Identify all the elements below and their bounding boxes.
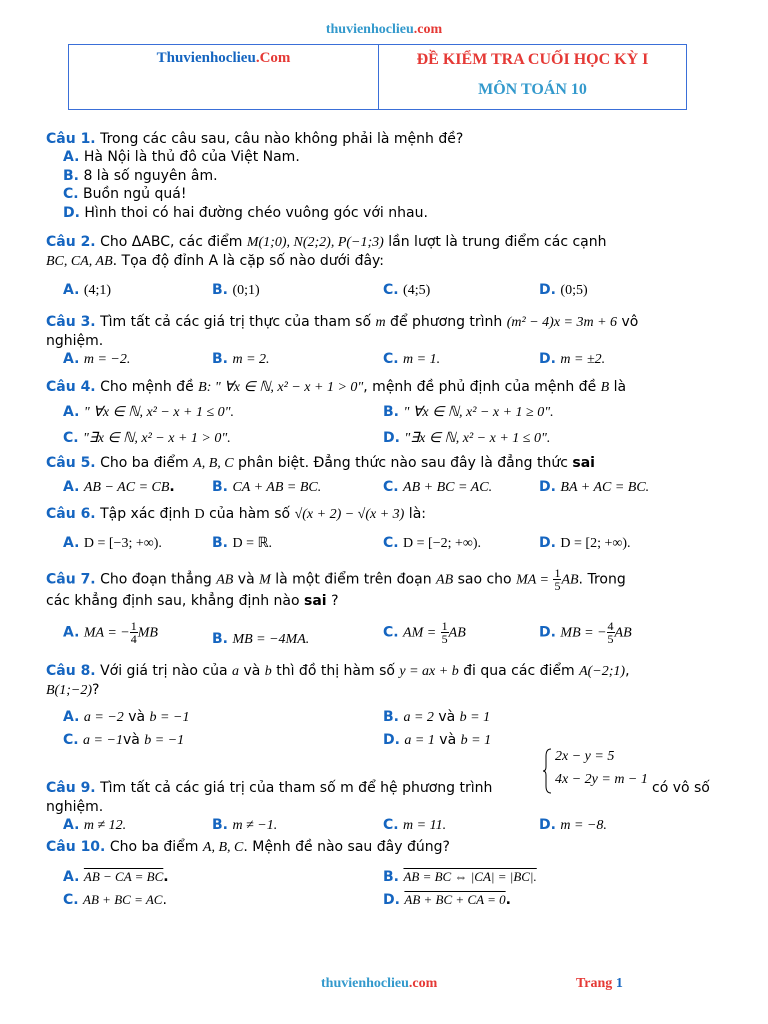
option-label: C. [383, 624, 399, 641]
q7-option-a[interactable] [63, 620, 158, 645]
option-text: và [433, 709, 460, 725]
q1-option-a[interactable] [63, 148, 300, 167]
option-text: MB [137, 625, 158, 641]
brand-domain: .Com [255, 50, 291, 66]
question-8 [46, 662, 722, 700]
option-text: m ≠ −1. [232, 818, 278, 833]
q10-option-c[interactable]: C. AB + BC = AC. [63, 892, 167, 908]
question-number: Câu 8. [46, 663, 96, 679]
option-label: D. [539, 351, 556, 367]
fraction-numerator: 1 [441, 619, 448, 633]
option-text: m ≠ 12. [83, 818, 127, 833]
fraction-numerator: 1 [554, 566, 561, 580]
question-text: là [609, 379, 627, 395]
question-text: , mệnh đề phủ định của mệnh đề [363, 379, 601, 395]
q6-option-d[interactable] [539, 534, 631, 553]
q9-option-d[interactable] [539, 816, 607, 835]
q4-option-b[interactable] [383, 403, 554, 422]
option-text: (0;5) [560, 283, 588, 298]
q8-option-a[interactable] [63, 708, 189, 727]
option-text: b = −1 [144, 733, 185, 748]
q6-option-a[interactable] [63, 534, 162, 553]
math-condition: AB [561, 572, 579, 588]
question-text: nghiệm. [46, 333, 104, 349]
q1-option-c[interactable] [63, 185, 186, 204]
math-var: b [264, 664, 272, 679]
option-label: D. [383, 732, 400, 748]
math-points: A, B, C [202, 840, 244, 855]
q5-option-a[interactable] [63, 478, 175, 497]
option-text: AB [614, 625, 632, 641]
option-label: A. [63, 479, 80, 495]
option-text: m = 1. [403, 352, 441, 367]
header-title-cell [379, 45, 686, 109]
question-text: ? [92, 682, 100, 698]
site-name: thuvienhoclieu [325, 22, 414, 37]
option-label: C. [63, 732, 79, 748]
option-label: C. [63, 892, 79, 908]
option-text: m = 2. [232, 352, 270, 367]
option-label: B. [212, 479, 228, 495]
emphasis-false: sai [304, 593, 327, 609]
option-label: A. [63, 404, 80, 420]
math-proposition: B: " ∀x ∈ ℕ, x² − x + 1 > 0" [198, 380, 364, 395]
page-label: Trang [576, 976, 616, 991]
brand-name: Thuvienhoclieu [156, 50, 256, 66]
question-text: Tìm tất cả các giá trị thực của tham số [95, 314, 376, 330]
option-label: D. [539, 624, 556, 641]
math-condition: MA = [516, 572, 549, 588]
option-text: và [123, 709, 150, 725]
option-label: D. [539, 479, 556, 495]
question-6 [46, 505, 722, 524]
q3-option-d[interactable] [539, 350, 605, 369]
option-text: a = −1 [83, 733, 123, 748]
option-text: D = ℝ. [232, 536, 273, 551]
option-label: C. [383, 535, 399, 551]
question-number: Câu 2. [46, 234, 96, 250]
option-text: AM = [403, 625, 437, 641]
option-text: " ∀x ∈ ℕ, x² − x + 1 ≤ 0". [83, 405, 235, 420]
equation-line-1: 2x − y = 5 [555, 749, 615, 764]
q5-option-c[interactable] [383, 478, 492, 497]
q7-option-c[interactable] [383, 620, 466, 645]
math-var: a [232, 664, 240, 679]
question-text: Cho ba điểm [105, 839, 203, 855]
q5-option-b[interactable] [212, 478, 321, 497]
q8-option-c[interactable] [63, 731, 184, 750]
q2-option-c[interactable] [383, 281, 430, 300]
question-text: , [625, 663, 630, 679]
q3-option-c[interactable] [383, 350, 440, 369]
question-text: Cho ΔABC, các điểm [95, 234, 247, 250]
site-header-link[interactable] [0, 22, 768, 38]
math-function: √(x + 2) − √(x + 3) [294, 507, 405, 522]
fraction [130, 620, 138, 645]
q9-option-b[interactable] [212, 816, 277, 835]
question-5 [46, 454, 722, 473]
math-points: M(1;0), N(2;2), P(−1;3) [246, 235, 384, 250]
question-text: các khẳng định sau, khẳng định nào [46, 593, 305, 609]
fraction [607, 620, 615, 645]
q7-option-b[interactable] [212, 630, 309, 649]
exam-title: ĐỀ KIỂM TRA CUỐI HỌC KỲ I [416, 51, 649, 68]
math-function: y = ax + b [399, 664, 459, 679]
option-text: AB + BC = AC. [403, 480, 493, 495]
q3-option-a[interactable] [63, 350, 130, 369]
question-text: của hàm số [204, 506, 295, 522]
question-number: Câu 9. [46, 780, 96, 796]
question-number: Câu 6. [46, 506, 96, 522]
q7-option-d[interactable] [539, 620, 632, 645]
option-text: b = 1 [460, 733, 492, 748]
question-text: sao cho [453, 571, 517, 588]
question-text: và [239, 663, 265, 679]
option-label: A. [63, 624, 80, 641]
fraction-denominator: 4 [130, 632, 137, 646]
option-label: D. [539, 535, 556, 551]
question-text: để phương trình [385, 314, 507, 330]
option-label: C. [63, 430, 79, 446]
question-number: Câu 3. [46, 314, 96, 330]
q9-option-a[interactable] [63, 816, 126, 835]
q6-option-c[interactable] [383, 534, 481, 553]
question-text: thì đồ thị hàm số [271, 663, 400, 679]
option-label: D. [539, 817, 556, 833]
option-label: A. [63, 817, 80, 833]
question-text: là một điểm trên đoạn [270, 571, 437, 588]
option-text: và [122, 732, 145, 748]
question-number: Câu 4. [46, 379, 96, 395]
q10-option-a[interactable]: A. AB − CA = BC. [63, 869, 169, 885]
option-text: Hà Nội là thủ đô của Việt Nam. [83, 149, 300, 165]
option-text: CA + AB = BC. [232, 480, 322, 495]
option-text: (4;5) [403, 283, 431, 298]
q4-option-d[interactable] [383, 429, 550, 448]
option-label: A. [63, 535, 80, 551]
option-text: "∃x ∈ ℕ, x² − x + 1 ≤ 0". [404, 431, 551, 446]
question-text: Tập xác định [95, 506, 195, 522]
header-brand [69, 45, 379, 109]
q2-option-b[interactable] [212, 281, 260, 300]
option-text: AB [448, 625, 466, 641]
question-text: có vô số [652, 780, 710, 796]
option-text: AB − CA = BC [83, 869, 164, 884]
option-label: B. [212, 535, 228, 551]
emphasis-false: sai [572, 455, 595, 471]
question-text: đi qua các điểm [458, 663, 580, 679]
q8-option-d[interactable] [383, 731, 491, 750]
option-text: (0;1) [232, 283, 260, 298]
q3-option-b[interactable] [212, 350, 270, 369]
option-label: D. [383, 430, 400, 446]
option-text: MB = − [560, 625, 607, 641]
math-point: M [259, 572, 271, 588]
site-name: thuvienhoclieu [321, 976, 409, 991]
question-text: Với giá trị nào của [95, 663, 233, 679]
math-point: A(−2;1) [579, 664, 626, 679]
question-text: Cho mệnh đề [95, 379, 199, 395]
question-text: vô [617, 314, 639, 330]
fraction-denominator: 5 [441, 632, 448, 646]
option-text: "∃x ∈ ℕ, x² − x + 1 > 0". [83, 431, 231, 446]
q6-option-b[interactable] [212, 534, 272, 553]
question-number: Câu 7. [46, 571, 96, 588]
question-number: Câu 5. [46, 455, 96, 471]
option-label: B. [212, 817, 228, 833]
option-text: a = 2 [403, 710, 434, 725]
math-points: A, B, C [193, 456, 234, 471]
q1-option-d[interactable] [63, 204, 428, 223]
option-label: B. [212, 282, 228, 298]
question-text: . Trong [578, 571, 626, 588]
question-2 [46, 233, 722, 271]
left-brace-icon [543, 748, 553, 794]
option-label: B. [212, 351, 228, 367]
fraction-numerator: 1 [130, 619, 137, 633]
option-label: C. [63, 186, 79, 202]
option-text: b = −1 [149, 710, 190, 725]
option-text: 8 là số nguyên âm. [83, 168, 218, 184]
option-text: BA + AC = BC. [560, 480, 650, 495]
option-text: (4;1) [83, 283, 112, 298]
math-point: B(1;−2) [46, 683, 92, 698]
option-text: MA = − [83, 625, 130, 641]
fraction [441, 620, 449, 645]
question-text: là: [404, 506, 426, 522]
fraction-numerator: 4 [607, 619, 614, 633]
math-segment: AB [216, 572, 234, 588]
option-label: B. [383, 869, 399, 885]
option-text: m = ±2. [560, 352, 606, 367]
option-text: AB = BC ⇔ |CA| = |BC|. [403, 869, 537, 884]
math-param: m [375, 315, 386, 330]
option-text: AB + BC + CA = 0 [404, 892, 506, 907]
option-text: Buồn ngủ quá! [83, 186, 187, 202]
fraction-denominator: 5 [607, 632, 614, 646]
option-label: C. [383, 351, 399, 367]
question-3 [46, 313, 722, 351]
question-7 [46, 567, 722, 611]
question-text: ? [326, 593, 339, 609]
exam-subject: MÔN TOÁN 10 [478, 81, 587, 98]
option-label: B. [383, 709, 399, 725]
question-text: . Mệnh đề nào sau đây đúng? [243, 839, 450, 855]
site-domain: .com [408, 976, 438, 991]
question-text: Trong các câu sau, câu nào không phải là mệnh đề? [95, 131, 464, 147]
question-text: Cho ba điểm [95, 455, 194, 471]
option-label: B. [63, 168, 79, 184]
q2-option-a[interactable] [63, 281, 111, 300]
question-4 [46, 378, 722, 397]
q10-option-d[interactable]: D. AB + BC + CA = 0. [383, 892, 511, 908]
q1-option-b[interactable] [63, 167, 218, 186]
q4-option-c[interactable] [63, 429, 231, 448]
question-number: Câu 1. [46, 131, 96, 147]
question-1 [46, 130, 722, 149]
question-number: Câu 10. [46, 839, 106, 855]
option-label: D. [383, 892, 400, 908]
option-label: B. [383, 404, 399, 420]
q5-option-d[interactable] [539, 478, 649, 497]
option-label: A. [63, 282, 80, 298]
option-label: A. [63, 351, 80, 367]
math-domain: D [194, 507, 205, 522]
q2-option-d[interactable] [539, 281, 588, 300]
option-label: A. [63, 869, 80, 885]
question-text: lần lượt là trung điểm các cạnh [383, 234, 607, 250]
option-text: Hình thoi có hai đường chéo vuông góc với nhau. [84, 205, 428, 221]
question-text: Tìm tất cả các giá trị của tham số m để hệ phương trình [95, 780, 493, 796]
page-num: 1 [615, 976, 623, 991]
option-label: C. [383, 817, 399, 833]
footer-site-link[interactable] [321, 976, 437, 992]
option-label: D. [539, 282, 556, 298]
option-text: m = 11. [403, 818, 447, 833]
option-text: D = [−2; +∞). [403, 536, 482, 551]
exam-header-table [68, 44, 687, 110]
option-text: m = −8. [560, 818, 607, 833]
option-text: AB − AC = CB [83, 480, 170, 495]
math-segment: AB [436, 572, 454, 588]
option-period: . [169, 479, 175, 495]
math-equation: (m² − 4)x = 3m + 6 [506, 315, 618, 330]
math-proposition-name: B [600, 380, 610, 395]
question-text: phân biệt. Đẳng thức nào sau đây là đẳng thức [233, 455, 573, 471]
option-text: a = 1 [404, 733, 435, 748]
q10-option-b[interactable] [383, 867, 537, 887]
option-text: b = 1 [459, 710, 491, 725]
question-text: . Tọa độ đỉnh A là cặp số nào dưới đây: [112, 253, 385, 269]
fraction-denominator: 5 [554, 579, 561, 593]
option-label: C. [383, 479, 399, 495]
q4-option-a[interactable] [63, 403, 234, 422]
option-text: D = [−3; +∞). [83, 536, 162, 551]
option-label: B. [212, 631, 228, 647]
option-label: C. [383, 282, 399, 298]
question-text: và [233, 571, 260, 588]
option-text: và [434, 732, 461, 748]
equation-line-2: 4x − 2y = m − 1 [555, 772, 648, 787]
question-text: nghiệm. [46, 799, 104, 815]
option-text: a = −2 [83, 710, 124, 725]
option-label: A. [63, 709, 80, 725]
option-text: " ∀x ∈ ℕ, x² − x + 1 ≥ 0". [403, 405, 554, 420]
option-text: AB + BC = AC [83, 892, 163, 907]
question-10 [46, 838, 722, 857]
option-label: D. [63, 205, 80, 221]
q9-option-c[interactable] [383, 816, 446, 835]
page-number [576, 976, 623, 992]
math-sides: BC, CA, AB [46, 254, 113, 269]
site-domain: .com [413, 22, 443, 37]
option-text: D = [2; +∞). [560, 536, 631, 551]
option-text: m = −2. [83, 352, 131, 367]
question-text: Cho đoạn thẳng [95, 571, 217, 588]
q8-option-b[interactable] [383, 708, 490, 727]
option-label: A. [63, 149, 80, 165]
option-text: MB = −4MA. [232, 632, 310, 647]
